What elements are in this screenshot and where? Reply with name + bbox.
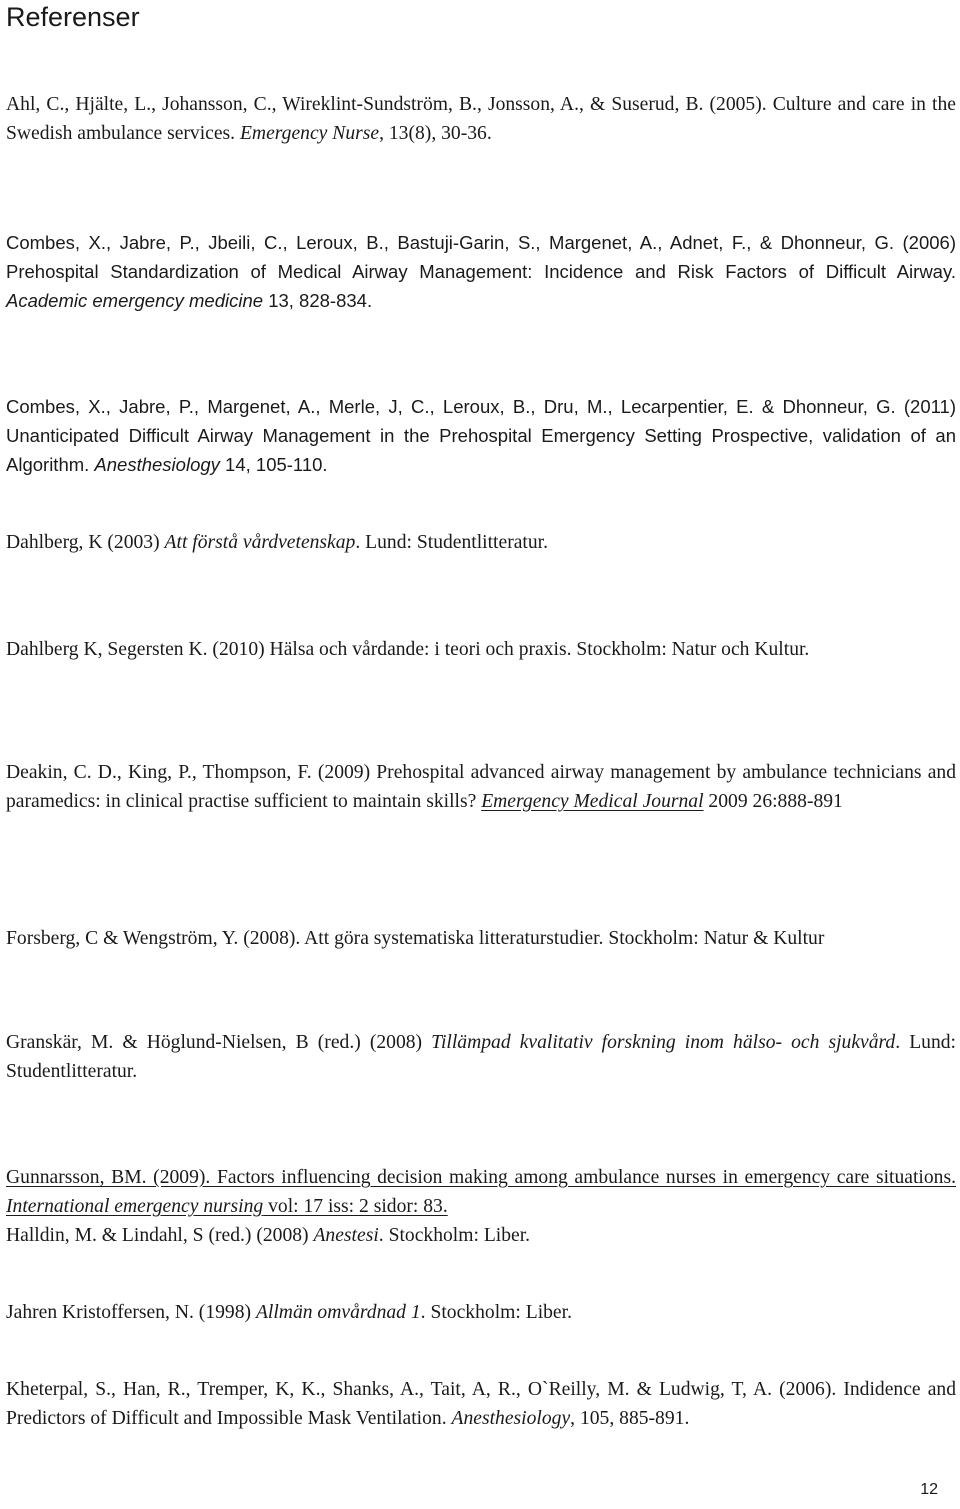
- reference-text-run: Kheterpal, S., Han, R., Tremper, K, K., Shanks, A., Tait, A, R., O`Reilly, M. & Ludwig, T, A. (2006). Indidence and Predictors of Difficult and Impossible Mask Ventilation.: [6, 1379, 956, 1429]
- reference-text-run: Ahl, C., Hjälte, L., Johansson, C., Wireklint-Sundström, B., Jonsson, A., & Suserud, B. (2005). Culture and care in the Swedish ambulance services.: [6, 94, 956, 144]
- reference-text-run: . Stockholm: Liber.: [420, 1302, 572, 1323]
- reference-ahl: [6, 90, 956, 148]
- reference-italic-run: Anesthesiology: [94, 454, 220, 475]
- reference-text-run: . Stockholm: Liber.: [378, 1225, 531, 1246]
- reference-kheterpal: [6, 1375, 956, 1433]
- reference-text-run: . Lund: Studentlitteratur.: [355, 532, 549, 553]
- reference-text-run: 13, 828-834.: [263, 290, 373, 311]
- reference-forsberg: [6, 924, 956, 953]
- reference-text-run: 2009 26:888-891: [703, 791, 843, 812]
- reference-italic-run: Allmän omvårdnad 1: [255, 1302, 421, 1323]
- reference-text-run: Dahlberg, K (2003): [6, 532, 165, 553]
- reference-italic-run: Anestesi: [313, 1225, 379, 1246]
- reference-text-run: Jahren Kristoffersen, N. (1998): [6, 1302, 256, 1323]
- reference-text-run: Dahlberg K, Segersten K. (2010) Hälsa och vårdande: i teori och praxis. Stockholm: Natur och Kultur.: [6, 639, 810, 660]
- reference-jahren: [6, 1298, 956, 1327]
- reference-text-run: Halldin, M. & Lindahl, S (red.) (2008): [6, 1225, 314, 1246]
- reference-italic-run: Academic emergency medicine: [6, 290, 264, 311]
- reference-text-run: Forsberg, C & Wengström, Y. (2008). Att göra systematiska litteraturstudier. Stockholm: Natur & Kultur: [6, 928, 825, 949]
- reference-italic-run: International emergency nursing: [6, 1196, 264, 1217]
- reference-combes-2011: [6, 392, 956, 479]
- reference-combes-2006: [6, 228, 956, 315]
- reference-text-run: Granskär, M. & Höglund-Nielsen, B (red.) (2008): [6, 1032, 432, 1053]
- reference-text-run: . Lund: Studentlitteratur.: [6, 1032, 956, 1082]
- reference-italic-run: Emergency Nurse: [239, 123, 380, 144]
- page-number: 12: [920, 1481, 938, 1498]
- reference-deakin: [6, 758, 956, 816]
- reference-italic-run: Att förstå vårdvetenskap: [164, 532, 356, 553]
- reference-gunnarsson: [6, 1163, 956, 1221]
- reference-dahlberg-2010: [6, 635, 956, 664]
- reference-text-run: 14, 105-110.: [219, 454, 328, 475]
- reference-dahlberg-2003: [6, 528, 956, 557]
- reference-italic-run: Emergency Medical Journal: [481, 791, 704, 812]
- reference-text-run: , 105, 885-891.: [570, 1408, 690, 1429]
- reference-text-run: Combes, X., Jabre, P., Margenet, A., Merle, J, C., Leroux, B., Dru, M., Lecarpentier, E. & Dhonneur, G. (2011) Unanticipated Difficult Airway Management in the Prehospital Emergency Setting Prospective, validation of an Algorithm.: [6, 396, 956, 475]
- reference-italic-run: Tillämpad kvalitativ forskning inom hälso- och sjukvård: [431, 1032, 896, 1053]
- reference-halldin: [6, 1221, 956, 1250]
- reference-text-run: Gunnarsson, BM. (2009). Factors influencing decision making among ambulance nurses in emergency care situations.: [6, 1167, 956, 1188]
- reference-text-run: , 13(8), 30-36.: [379, 123, 492, 144]
- page-title: Referenser: [6, 2, 140, 32]
- reference-text-run: vol: 17 iss: 2 sidor: 83.: [263, 1196, 448, 1217]
- reference-italic-run: Anesthesiology: [451, 1408, 571, 1429]
- reference-text-run: Combes, X., Jabre, P., Jbeili, C., Leroux, B., Bastuji-Garin, S., Margenet, A., Adnet, F., & Dhonneur, G. (2006) Prehospital Standardization of Medical Airway Management: Incidence and Risk Factors of Difficult Airway.: [6, 232, 956, 282]
- reference-granskar: [6, 1028, 956, 1086]
- reference-text-run: Deakin, C. D., King, P., Thompson, F. (2009) Prehospital advanced airway management by ambulance technicians and paramedics: in clinical practise sufficient to maintain skills?: [6, 762, 956, 812]
